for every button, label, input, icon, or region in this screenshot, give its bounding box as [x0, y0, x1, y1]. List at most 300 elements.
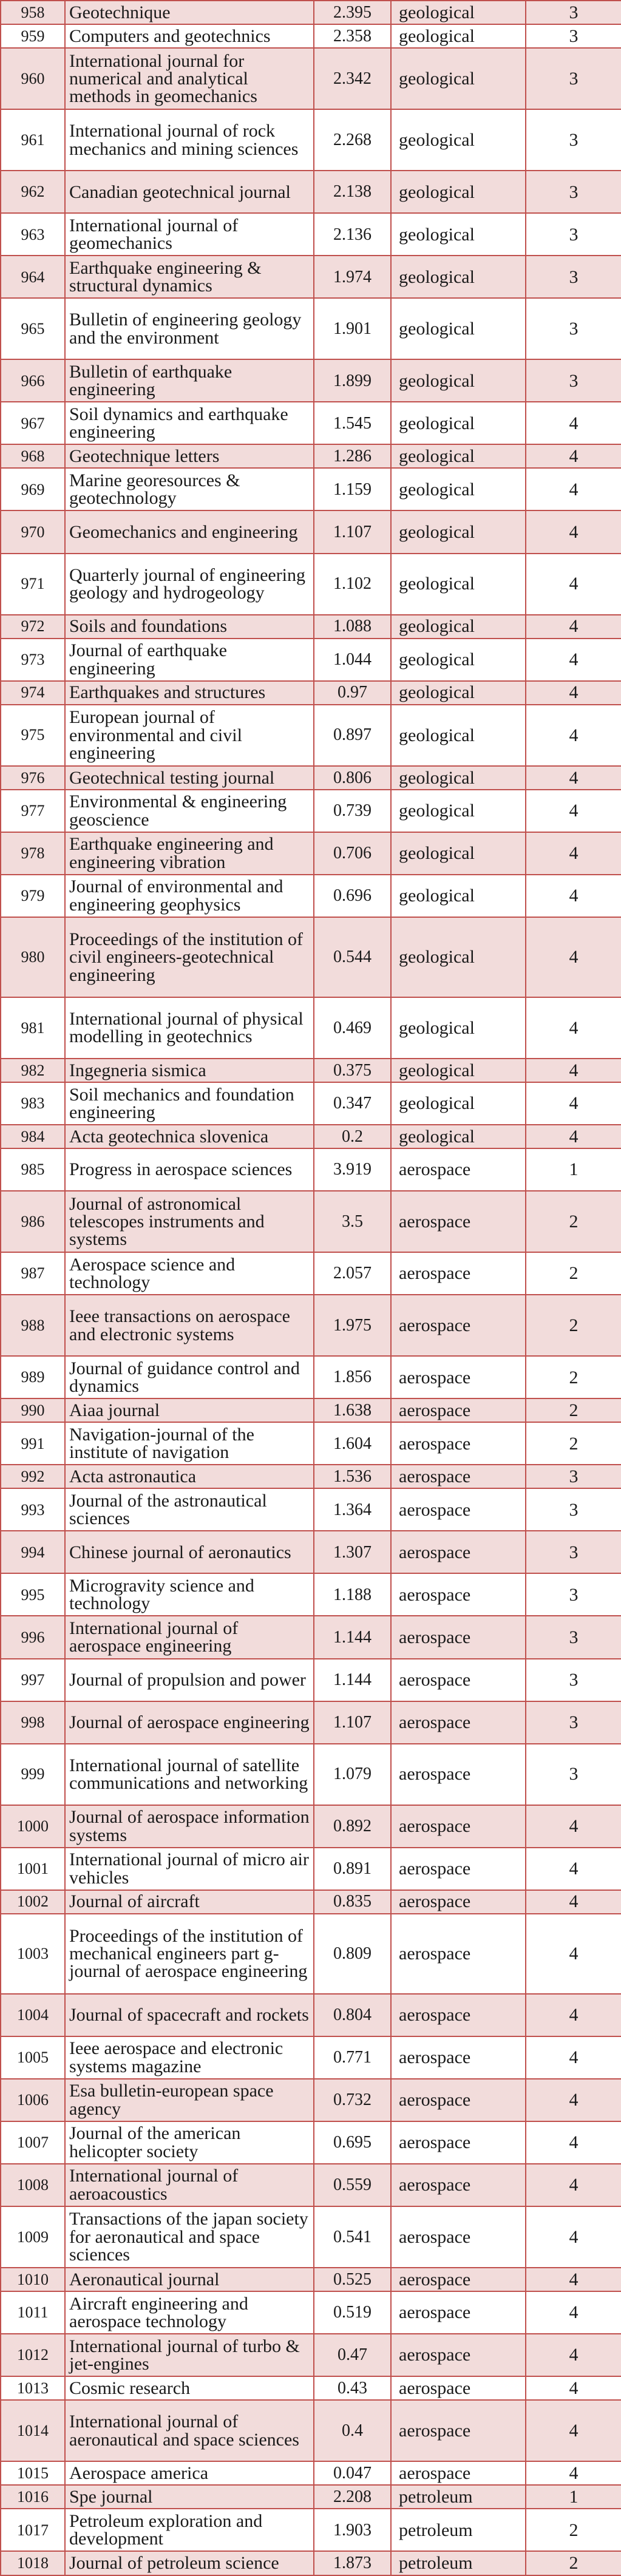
- quartile-cell: 3: [526, 359, 621, 402]
- row-number-cell: 1001: [1, 1848, 65, 1890]
- quartile-cell: 4: [526, 2121, 621, 2164]
- row-number-cell: 983: [1, 1082, 65, 1125]
- row-number-cell: 1004: [1, 1994, 65, 2036]
- journal-name-cell: Quarterly journal of engineering geology and hydrogeology: [65, 554, 314, 615]
- quartile-cell: 4: [526, 615, 621, 639]
- category-cell: geological: [391, 766, 526, 790]
- table-row: [1, 1744, 621, 1805]
- category-cell: geological: [391, 705, 526, 766]
- impact-factor-cell: 1.044: [314, 639, 391, 681]
- quartile-cell: 4: [526, 790, 621, 832]
- impact-factor-cell: 1.901: [314, 298, 391, 359]
- journal-name-cell: Earthquake engineering and engineering vibration: [65, 832, 314, 875]
- row-number-cell: 984: [1, 1125, 65, 1148]
- impact-factor-cell: 0.375: [314, 1059, 391, 1082]
- category-cell: geological: [391, 832, 526, 875]
- journal-name-cell: Journal of environmental and engineering geophysics: [65, 875, 314, 917]
- impact-factor-cell: 3.5: [314, 1191, 391, 1252]
- impact-factor-cell: 2.268: [314, 109, 391, 171]
- row-number-cell: 1011: [1, 2291, 65, 2334]
- quartile-cell: 3: [526, 256, 621, 298]
- table-row: [1, 444, 621, 468]
- quartile-cell: 3: [526, 48, 621, 109]
- row-number-cell: 1006: [1, 2079, 65, 2121]
- row-number-cell: 977: [1, 790, 65, 832]
- table-row: [1, 2334, 621, 2376]
- category-cell: geological: [391, 109, 526, 171]
- quartile-cell: 4: [526, 2376, 621, 2400]
- table-row: [1, 1994, 621, 2036]
- table-row: [1, 639, 621, 681]
- row-number-cell: 970: [1, 510, 65, 553]
- quartile-cell: 4: [526, 1914, 621, 1994]
- impact-factor-cell: 0.469: [314, 997, 391, 1059]
- impact-factor-cell: 0.519: [314, 2291, 391, 2334]
- quartile-cell: 4: [526, 1059, 621, 1082]
- quartile-cell: 4: [526, 1890, 621, 1914]
- row-number-cell: 966: [1, 359, 65, 402]
- impact-factor-cell: 1.144: [314, 1659, 391, 1701]
- row-number-cell: 980: [1, 917, 65, 997]
- impact-factor-cell: 1.975: [314, 1295, 391, 1356]
- row-number-cell: 982: [1, 1059, 65, 1082]
- row-number-cell: 1014: [1, 2400, 65, 2461]
- quartile-cell: 3: [526, 109, 621, 171]
- impact-factor-cell: 1.856: [314, 1356, 391, 1398]
- impact-factor-cell: 1.102: [314, 554, 391, 615]
- category-cell: aerospace: [391, 2036, 526, 2079]
- impact-factor-cell: 0.559: [314, 2164, 391, 2206]
- category-cell: aerospace: [391, 1422, 526, 1465]
- category-cell: aerospace: [391, 2268, 526, 2291]
- table-row: [1, 1465, 621, 1488]
- row-number-cell: 960: [1, 48, 65, 109]
- category-cell: geological: [391, 24, 526, 48]
- journal-name-cell: Petroleum exploration and development: [65, 2509, 314, 2551]
- table-row: [1, 1356, 621, 1398]
- table-row: [1, 1848, 621, 1890]
- journal-name-cell: Acta astronautica: [65, 1465, 314, 1488]
- category-cell: aerospace: [391, 1488, 526, 1531]
- row-number-cell: 1005: [1, 2036, 65, 2079]
- row-number-cell: 968: [1, 444, 65, 468]
- impact-factor-cell: 1.079: [314, 1744, 391, 1805]
- category-cell: aerospace: [391, 1465, 526, 1488]
- table-row: [1, 1125, 621, 1148]
- category-cell: aerospace: [391, 2376, 526, 2400]
- impact-factor-cell: 0.47: [314, 2334, 391, 2376]
- journal-name-cell: Journal of earthquake engineering: [65, 639, 314, 681]
- journal-name-cell: Journal of the american helicopter society: [65, 2121, 314, 2164]
- table-row: [1, 2079, 621, 2121]
- quartile-cell: 3: [526, 298, 621, 359]
- journal-name-cell: Canadian geotechnical journal: [65, 171, 314, 213]
- journal-name-cell: Cosmic research: [65, 2376, 314, 2400]
- table-row: [1, 1191, 621, 1252]
- journal-name-cell: Journal of propulsion and power: [65, 1659, 314, 1701]
- category-cell: aerospace: [391, 1890, 526, 1914]
- impact-factor-cell: 0.695: [314, 2121, 391, 2164]
- quartile-cell: 4: [526, 1082, 621, 1125]
- impact-factor-cell: 1.107: [314, 1701, 391, 1744]
- category-cell: geological: [391, 48, 526, 109]
- category-cell: aerospace: [391, 2121, 526, 2164]
- impact-factor-cell: 0.97: [314, 681, 391, 705]
- quartile-cell: 4: [526, 2206, 621, 2268]
- quartile-cell: 4: [526, 1125, 621, 1148]
- row-number-cell: 992: [1, 1465, 65, 1488]
- impact-factor-cell: 0.047: [314, 2461, 391, 2485]
- category-cell: geological: [391, 1082, 526, 1125]
- impact-factor-cell: 1.604: [314, 1422, 391, 1465]
- impact-factor-cell: 0.732: [314, 2079, 391, 2121]
- impact-factor-cell: 0.771: [314, 2036, 391, 2079]
- quartile-cell: 2: [526, 1252, 621, 1295]
- table-row: [1, 1295, 621, 1356]
- category-cell: geological: [391, 444, 526, 468]
- quartile-cell: 4: [526, 468, 621, 510]
- category-cell: aerospace: [391, 2164, 526, 2206]
- category-cell: geological: [391, 510, 526, 553]
- row-number-cell: 981: [1, 997, 65, 1059]
- journal-name-cell: Soil mechanics and foundation engineering: [65, 1082, 314, 1125]
- impact-factor-cell: 1.144: [314, 1616, 391, 1658]
- quartile-cell: 4: [526, 2268, 621, 2291]
- row-number-cell: 998: [1, 1701, 65, 1744]
- table-row: [1, 917, 621, 997]
- journal-name-cell: Journal of astronomical telescopes instruments and systems: [65, 1191, 314, 1252]
- category-cell: geological: [391, 681, 526, 705]
- table-row: [1, 510, 621, 553]
- impact-factor-cell: 1.188: [314, 1573, 391, 1616]
- impact-factor-cell: 1.286: [314, 444, 391, 468]
- table-row: [1, 256, 621, 298]
- journal-name-cell: Esa bulletin-european space agency: [65, 2079, 314, 2121]
- journal-name-cell: Earthquake engineering & structural dynamics: [65, 256, 314, 298]
- row-number-cell: 978: [1, 832, 65, 875]
- row-number-cell: 1018: [1, 2551, 65, 2575]
- row-number-cell: 995: [1, 1573, 65, 1616]
- journal-name-cell: Aircraft engineering and aerospace technology: [65, 2291, 314, 2334]
- quartile-cell: 4: [526, 510, 621, 553]
- table-row: [1, 554, 621, 615]
- quartile-cell: 1: [526, 1148, 621, 1191]
- quartile-cell: 2: [526, 1356, 621, 1398]
- impact-factor-cell: 1.903: [314, 2509, 391, 2551]
- table-row: [1, 48, 621, 109]
- category-cell: aerospace: [391, 1701, 526, 1744]
- row-number-cell: 988: [1, 1295, 65, 1356]
- journal-name-cell: Journal of petroleum science: [65, 2551, 314, 2575]
- row-number-cell: 964: [1, 256, 65, 298]
- quartile-cell: 3: [526, 1465, 621, 1488]
- row-number-cell: 989: [1, 1356, 65, 1398]
- journal-name-cell: Proceedings of the institution of civil engineers-geotechnical engineering: [65, 917, 314, 997]
- row-number-cell: 997: [1, 1659, 65, 1701]
- journal-name-cell: Journal of guidance control and dynamics: [65, 1356, 314, 1398]
- table-row: [1, 1914, 621, 1994]
- table-body: [1, 1, 621, 2575]
- category-cell: aerospace: [391, 1914, 526, 1994]
- category-cell: geological: [391, 1, 526, 24]
- category-cell: geological: [391, 171, 526, 213]
- category-cell: geological: [391, 256, 526, 298]
- quartile-cell: 4: [526, 766, 621, 790]
- table-row: [1, 298, 621, 359]
- row-number-cell: 993: [1, 1488, 65, 1531]
- journal-name-cell: Chinese journal of aeronautics: [65, 1531, 314, 1573]
- journal-name-cell: European journal of environmental and civil engineering: [65, 705, 314, 766]
- row-number-cell: 1009: [1, 2206, 65, 2268]
- quartile-cell: 2: [526, 1398, 621, 1422]
- row-number-cell: 999: [1, 1744, 65, 1805]
- category-cell: aerospace: [391, 2079, 526, 2121]
- table-row: [1, 2376, 621, 2400]
- quartile-cell: 3: [526, 1573, 621, 1616]
- table-row: [1, 2268, 621, 2291]
- journal-name-cell: Ieee transactions on aerospace and electronic systems: [65, 1295, 314, 1356]
- category-cell: aerospace: [391, 2461, 526, 2485]
- journal-name-cell: Geotechnique: [65, 1, 314, 24]
- impact-factor-cell: 0.835: [314, 1890, 391, 1914]
- quartile-cell: 2: [526, 1295, 621, 1356]
- table-row: [1, 2121, 621, 2164]
- journal-name-cell: International journal of aerospace engineering: [65, 1616, 314, 1658]
- quartile-cell: 4: [526, 2334, 621, 2376]
- impact-factor-cell: 0.891: [314, 1848, 391, 1890]
- table-row: [1, 1, 621, 24]
- quartile-cell: 4: [526, 1994, 621, 2036]
- journal-name-cell: Journal of aerospace engineering: [65, 1701, 314, 1744]
- row-number-cell: 1012: [1, 2334, 65, 2376]
- table-row: [1, 2461, 621, 2485]
- quartile-cell: 4: [526, 1848, 621, 1890]
- category-cell: aerospace: [391, 1531, 526, 1573]
- impact-factor-cell: 2.057: [314, 1252, 391, 1295]
- quartile-cell: 3: [526, 1, 621, 24]
- journal-name-cell: Progress in aerospace sciences: [65, 1148, 314, 1191]
- journal-name-cell: International journal of micro air vehicles: [65, 1848, 314, 1890]
- journal-name-cell: Ingegneria sismica: [65, 1059, 314, 1082]
- impact-factor-cell: 2.395: [314, 1, 391, 24]
- category-cell: aerospace: [391, 1659, 526, 1701]
- table-row: [1, 1252, 621, 1295]
- journal-name-cell: Navigation-journal of the institute of navigation: [65, 1422, 314, 1465]
- impact-factor-cell: 3.919: [314, 1148, 391, 1191]
- journal-name-cell: International journal of physical modelling in geotechnics: [65, 997, 314, 1059]
- quartile-cell: 4: [526, 2036, 621, 2079]
- impact-factor-cell: 1.307: [314, 1531, 391, 1573]
- impact-factor-cell: 0.806: [314, 766, 391, 790]
- table-row: [1, 875, 621, 917]
- row-number-cell: 975: [1, 705, 65, 766]
- category-cell: aerospace: [391, 1252, 526, 1295]
- quartile-cell: 2: [526, 2509, 621, 2551]
- table-row: [1, 402, 621, 444]
- quartile-cell: 3: [526, 1701, 621, 1744]
- row-number-cell: 972: [1, 615, 65, 639]
- row-number-cell: 1016: [1, 2485, 65, 2509]
- category-cell: aerospace: [391, 1744, 526, 1805]
- table-row: [1, 2485, 621, 2509]
- row-number-cell: 1008: [1, 2164, 65, 2206]
- journal-name-cell: Aerospace science and technology: [65, 1252, 314, 1295]
- impact-factor-cell: 0.897: [314, 705, 391, 766]
- journal-name-cell: Ieee aerospace and electronic systems magazine: [65, 2036, 314, 2079]
- impact-factor-cell: 2.358: [314, 24, 391, 48]
- quartile-cell: 4: [526, 917, 621, 997]
- category-cell: aerospace: [391, 1398, 526, 1422]
- journal-name-cell: International journal of rock mechanics and mining sciences: [65, 109, 314, 171]
- category-cell: geological: [391, 615, 526, 639]
- impact-factor-cell: 2.138: [314, 171, 391, 213]
- table-row: [1, 1531, 621, 1573]
- category-cell: geological: [391, 1125, 526, 1148]
- category-cell: petroleum: [391, 2485, 526, 2509]
- table-row: [1, 2509, 621, 2551]
- quartile-cell: 4: [526, 997, 621, 1059]
- table-row: [1, 468, 621, 510]
- table-row: [1, 1422, 621, 1465]
- impact-factor-cell: 2.208: [314, 2485, 391, 2509]
- quartile-cell: 2: [526, 1422, 621, 1465]
- row-number-cell: 965: [1, 298, 65, 359]
- category-cell: aerospace: [391, 1994, 526, 2036]
- row-number-cell: 959: [1, 24, 65, 48]
- journal-name-cell: Soil dynamics and earthquake engineering: [65, 402, 314, 444]
- category-cell: aerospace: [391, 1616, 526, 1658]
- journal-name-cell: Bulletin of engineering geology and the environment: [65, 298, 314, 359]
- quartile-cell: 4: [526, 639, 621, 681]
- row-number-cell: 1015: [1, 2461, 65, 2485]
- quartile-cell: 4: [526, 681, 621, 705]
- row-number-cell: 1013: [1, 2376, 65, 2400]
- category-cell: aerospace: [391, 2291, 526, 2334]
- journal-name-cell: Earthquakes and structures: [65, 681, 314, 705]
- impact-factor-cell: 1.974: [314, 256, 391, 298]
- row-number-cell: 1010: [1, 2268, 65, 2291]
- journal-name-cell: International journal of aeronautical and space sciences: [65, 2400, 314, 2461]
- impact-factor-cell: 0.706: [314, 832, 391, 875]
- impact-factor-cell: 1.364: [314, 1488, 391, 1531]
- quartile-cell: 2: [526, 1191, 621, 1252]
- quartile-cell: 4: [526, 705, 621, 766]
- row-number-cell: 991: [1, 1422, 65, 1465]
- category-cell: petroleum: [391, 2551, 526, 2575]
- journal-name-cell: Journal of the astronautical sciences: [65, 1488, 314, 1531]
- table-row: [1, 1488, 621, 1531]
- row-number-cell: 967: [1, 402, 65, 444]
- journal-name-cell: Geotechnical testing journal: [65, 766, 314, 790]
- row-number-cell: 1007: [1, 2121, 65, 2164]
- journal-name-cell: International journal of aeroacoustics: [65, 2164, 314, 2206]
- row-number-cell: 969: [1, 468, 65, 510]
- row-number-cell: 1003: [1, 1914, 65, 1994]
- table-row: [1, 24, 621, 48]
- quartile-cell: 4: [526, 2461, 621, 2485]
- table-row: [1, 1701, 621, 1744]
- table-row: [1, 1148, 621, 1191]
- impact-factor-cell: 0.525: [314, 2268, 391, 2291]
- journal-name-cell: Geomechanics and engineering: [65, 510, 314, 553]
- category-cell: aerospace: [391, 1805, 526, 1848]
- category-cell: geological: [391, 639, 526, 681]
- quartile-cell: 3: [526, 1616, 621, 1658]
- category-cell: aerospace: [391, 1148, 526, 1191]
- journal-name-cell: International journal of geomechanics: [65, 213, 314, 256]
- row-number-cell: 990: [1, 1398, 65, 1422]
- row-number-cell: 986: [1, 1191, 65, 1252]
- journal-name-cell: Microgravity science and technology: [65, 1573, 314, 1616]
- row-number-cell: 958: [1, 1, 65, 24]
- impact-factor-cell: 1.536: [314, 1465, 391, 1488]
- table-row: [1, 2291, 621, 2334]
- quartile-cell: 4: [526, 2079, 621, 2121]
- category-cell: geological: [391, 875, 526, 917]
- table-row: [1, 1659, 621, 1701]
- journal-name-cell: Aerospace america: [65, 2461, 314, 2485]
- table-row: [1, 109, 621, 171]
- table-row: [1, 359, 621, 402]
- impact-factor-cell: 0.43: [314, 2376, 391, 2400]
- row-number-cell: 976: [1, 766, 65, 790]
- category-cell: geological: [391, 359, 526, 402]
- journal-name-cell: International journal of satellite communications and networking: [65, 1744, 314, 1805]
- row-number-cell: 961: [1, 109, 65, 171]
- row-number-cell: 985: [1, 1148, 65, 1191]
- table-row: [1, 1616, 621, 1658]
- impact-factor-cell: 2.136: [314, 213, 391, 256]
- quartile-cell: 1: [526, 2485, 621, 2509]
- quartile-cell: 4: [526, 2164, 621, 2206]
- category-cell: aerospace: [391, 1356, 526, 1398]
- journal-name-cell: Aeronautical journal: [65, 2268, 314, 2291]
- journal-name-cell: Soils and foundations: [65, 615, 314, 639]
- row-number-cell: 979: [1, 875, 65, 917]
- category-cell: geological: [391, 917, 526, 997]
- row-number-cell: 994: [1, 1531, 65, 1573]
- impact-factor-cell: 1.159: [314, 468, 391, 510]
- journal-name-cell: Spe journal: [65, 2485, 314, 2509]
- category-cell: aerospace: [391, 1295, 526, 1356]
- table-row: [1, 681, 621, 705]
- journal-name-cell: Proceedings of the institution of mechanical engineers part g-journal of aerospace engineering: [65, 1914, 314, 1994]
- table-row: [1, 171, 621, 213]
- quartile-cell: 4: [526, 554, 621, 615]
- table-row: [1, 1082, 621, 1125]
- impact-factor-cell: 0.347: [314, 1082, 391, 1125]
- journal-name-cell: Marine georesources & geotechnology: [65, 468, 314, 510]
- impact-factor-cell: 0.2: [314, 1125, 391, 1148]
- category-cell: aerospace: [391, 1573, 526, 1616]
- category-cell: geological: [391, 402, 526, 444]
- impact-factor-cell: 2.342: [314, 48, 391, 109]
- impact-factor-cell: 1.638: [314, 1398, 391, 1422]
- impact-factor-cell: 1.899: [314, 359, 391, 402]
- table-row: [1, 1890, 621, 1914]
- journal-name-cell: Aiaa journal: [65, 1398, 314, 1422]
- impact-factor-cell: 1.088: [314, 615, 391, 639]
- category-cell: geological: [391, 298, 526, 359]
- table-row: [1, 2164, 621, 2206]
- quartile-cell: 4: [526, 402, 621, 444]
- table-row: [1, 1059, 621, 1082]
- table-row: [1, 705, 621, 766]
- table-row: [1, 790, 621, 832]
- category-cell: geological: [391, 997, 526, 1059]
- journal-name-cell: Transactions of the japan society for aeronautical and space sciences: [65, 2206, 314, 2268]
- impact-factor-cell: 0.739: [314, 790, 391, 832]
